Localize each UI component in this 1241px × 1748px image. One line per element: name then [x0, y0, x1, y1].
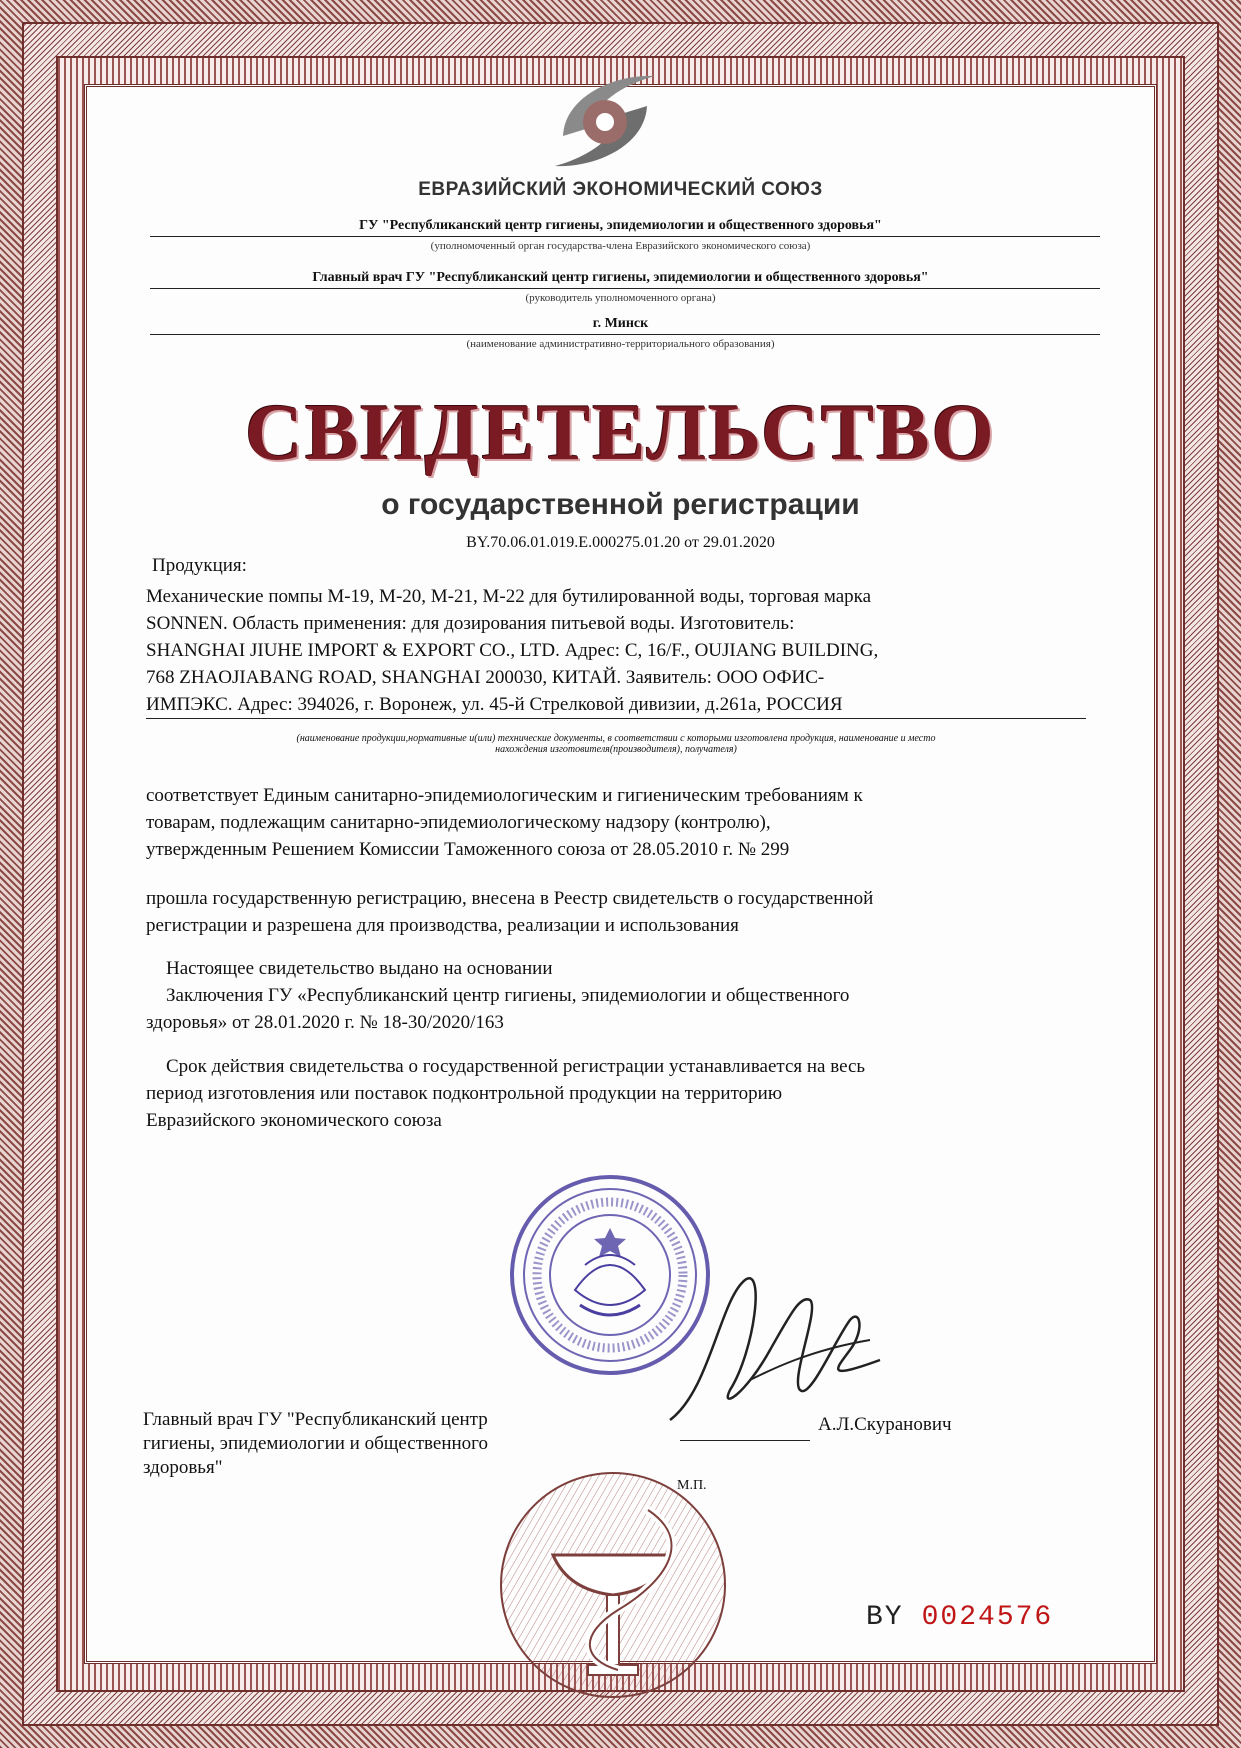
head-caption: (руководитель уполномоченного органа): [525, 292, 716, 304]
product-line: ИМПЭКС. Адрес: 394026, г. Воронеж, ул. 45-й Стрелковой дивизии, д.261а, РОССИЯ: [146, 691, 1086, 719]
product-description: [146, 583, 1086, 719]
document-title: СВИДЕТЕЛЬСТВО: [245, 389, 996, 477]
serial-prefix: BY: [866, 1602, 904, 1633]
basis-line: Заключения ГУ «Республиканский центр гигиены, эпидемиологии и общественного: [166, 985, 850, 1006]
city-caption: (наименование административно-территориального образования): [466, 338, 775, 350]
registration-number: BY.70.06.01.019.Е.000275.01.20 от 29.01.2020: [466, 534, 775, 551]
product-line: SHANGHAI JIUHE IMPORT & EXPORT CO., LTD. Адрес: C, 16/F., OUJIANG BUILDING,: [146, 640, 879, 661]
basis-line: здоровья» от 28.01.2020 г. № 18-30/2020/163: [146, 1012, 504, 1033]
product-line: Механические помпы М-19, М-20, М-21, М-22 для бутилированной воды, торговая марка: [146, 586, 872, 607]
signatory-position-line: Главный врач ГУ "Республиканский центр: [143, 1409, 488, 1430]
serial-value: 0024576: [921, 1602, 1054, 1633]
basis-paragraph: [146, 955, 1086, 1036]
validity-line: Срок действия свидетельства о государственной регистрации устанавливается на весь: [166, 1056, 866, 1077]
signatory-position: [143, 1408, 488, 1480]
conformity-line: соответствует Единым санитарно-эпидемиологическим и гигиеническим требованиям к: [146, 785, 863, 806]
city: г. Минск: [592, 316, 649, 331]
product-line: 768 ZHAOJIABANG ROAD, SHANGHAI 200030, КИТАЙ. Заявитель: ООО ОФИС-: [146, 667, 825, 688]
product-caption-line: (наименование продукции,нормативные и(или) технические документы, в соответствии с которыми изготовлена продукция, наименование и место: [296, 733, 936, 744]
signatory-position-line: здоровья": [143, 1457, 223, 1478]
head-underline: [150, 288, 1100, 289]
basis-line: Настоящее свидетельство выдано на основании: [166, 958, 553, 979]
conformity-line: утвержденным Решением Комиссии Таможенного союза от 28.05.2010 г. № 299: [146, 839, 790, 860]
validity-line: Евразийского экономического союза: [146, 1110, 442, 1131]
validity-paragraph: [146, 1053, 1086, 1134]
stamp-place-mark: М.П.: [677, 1478, 707, 1493]
product-line: SONNEN. Область применения: для дозирования питьевой воды. Изготовитель:: [146, 613, 795, 634]
signatory-name: А.Л.Скуранович: [818, 1414, 952, 1435]
registration-line: регистрации и разрешена для производства, реализации и использования: [146, 915, 739, 936]
registration-paragraph: [146, 885, 1086, 939]
union-title: ЕВРАЗИЙСКИЙ ЭКОНОМИЧЕСКИЙ СОЮЗ: [418, 179, 823, 200]
registration-line: прошла государственную регистрацию, внесена в Реестр свидетельств о государственной: [146, 888, 874, 909]
product-caption: [146, 733, 1086, 755]
document-subtitle: о государственной регистрации: [381, 488, 860, 521]
serial-number: [866, 1602, 1053, 1633]
signatory-position-line: гигиены, эпидемиологии и общественного: [143, 1433, 488, 1454]
authority-underline: [150, 236, 1100, 237]
city-underline: [150, 334, 1100, 335]
caduceus-emblem-icon: [498, 1470, 728, 1700]
signature-line: [680, 1440, 810, 1441]
authority-caption: (уполномоченный орган государства-члена Евразийского экономического союза): [430, 240, 811, 252]
conformity-line: товарам, подлежащим санитарно-эпидемиологическому надзору (контролю),: [146, 812, 771, 833]
authority-name: ГУ "Республиканский центр гигиены, эпидемиологии и общественного здоровья": [359, 218, 882, 233]
validity-line: период изготовления или поставок подконтрольной продукции на территорию: [146, 1083, 783, 1104]
eaeu-logo-icon: [545, 66, 665, 176]
product-label: Продукция:: [152, 555, 247, 576]
authority-head: Главный врач ГУ "Республиканский центр гигиены, эпидемиологии и общественного здоровья": [312, 270, 929, 285]
handwritten-signature-icon: [650, 1240, 890, 1440]
conformity-paragraph: [146, 782, 1086, 863]
product-caption-line: нахождения изготовителя(производителя), получателя): [495, 744, 737, 755]
